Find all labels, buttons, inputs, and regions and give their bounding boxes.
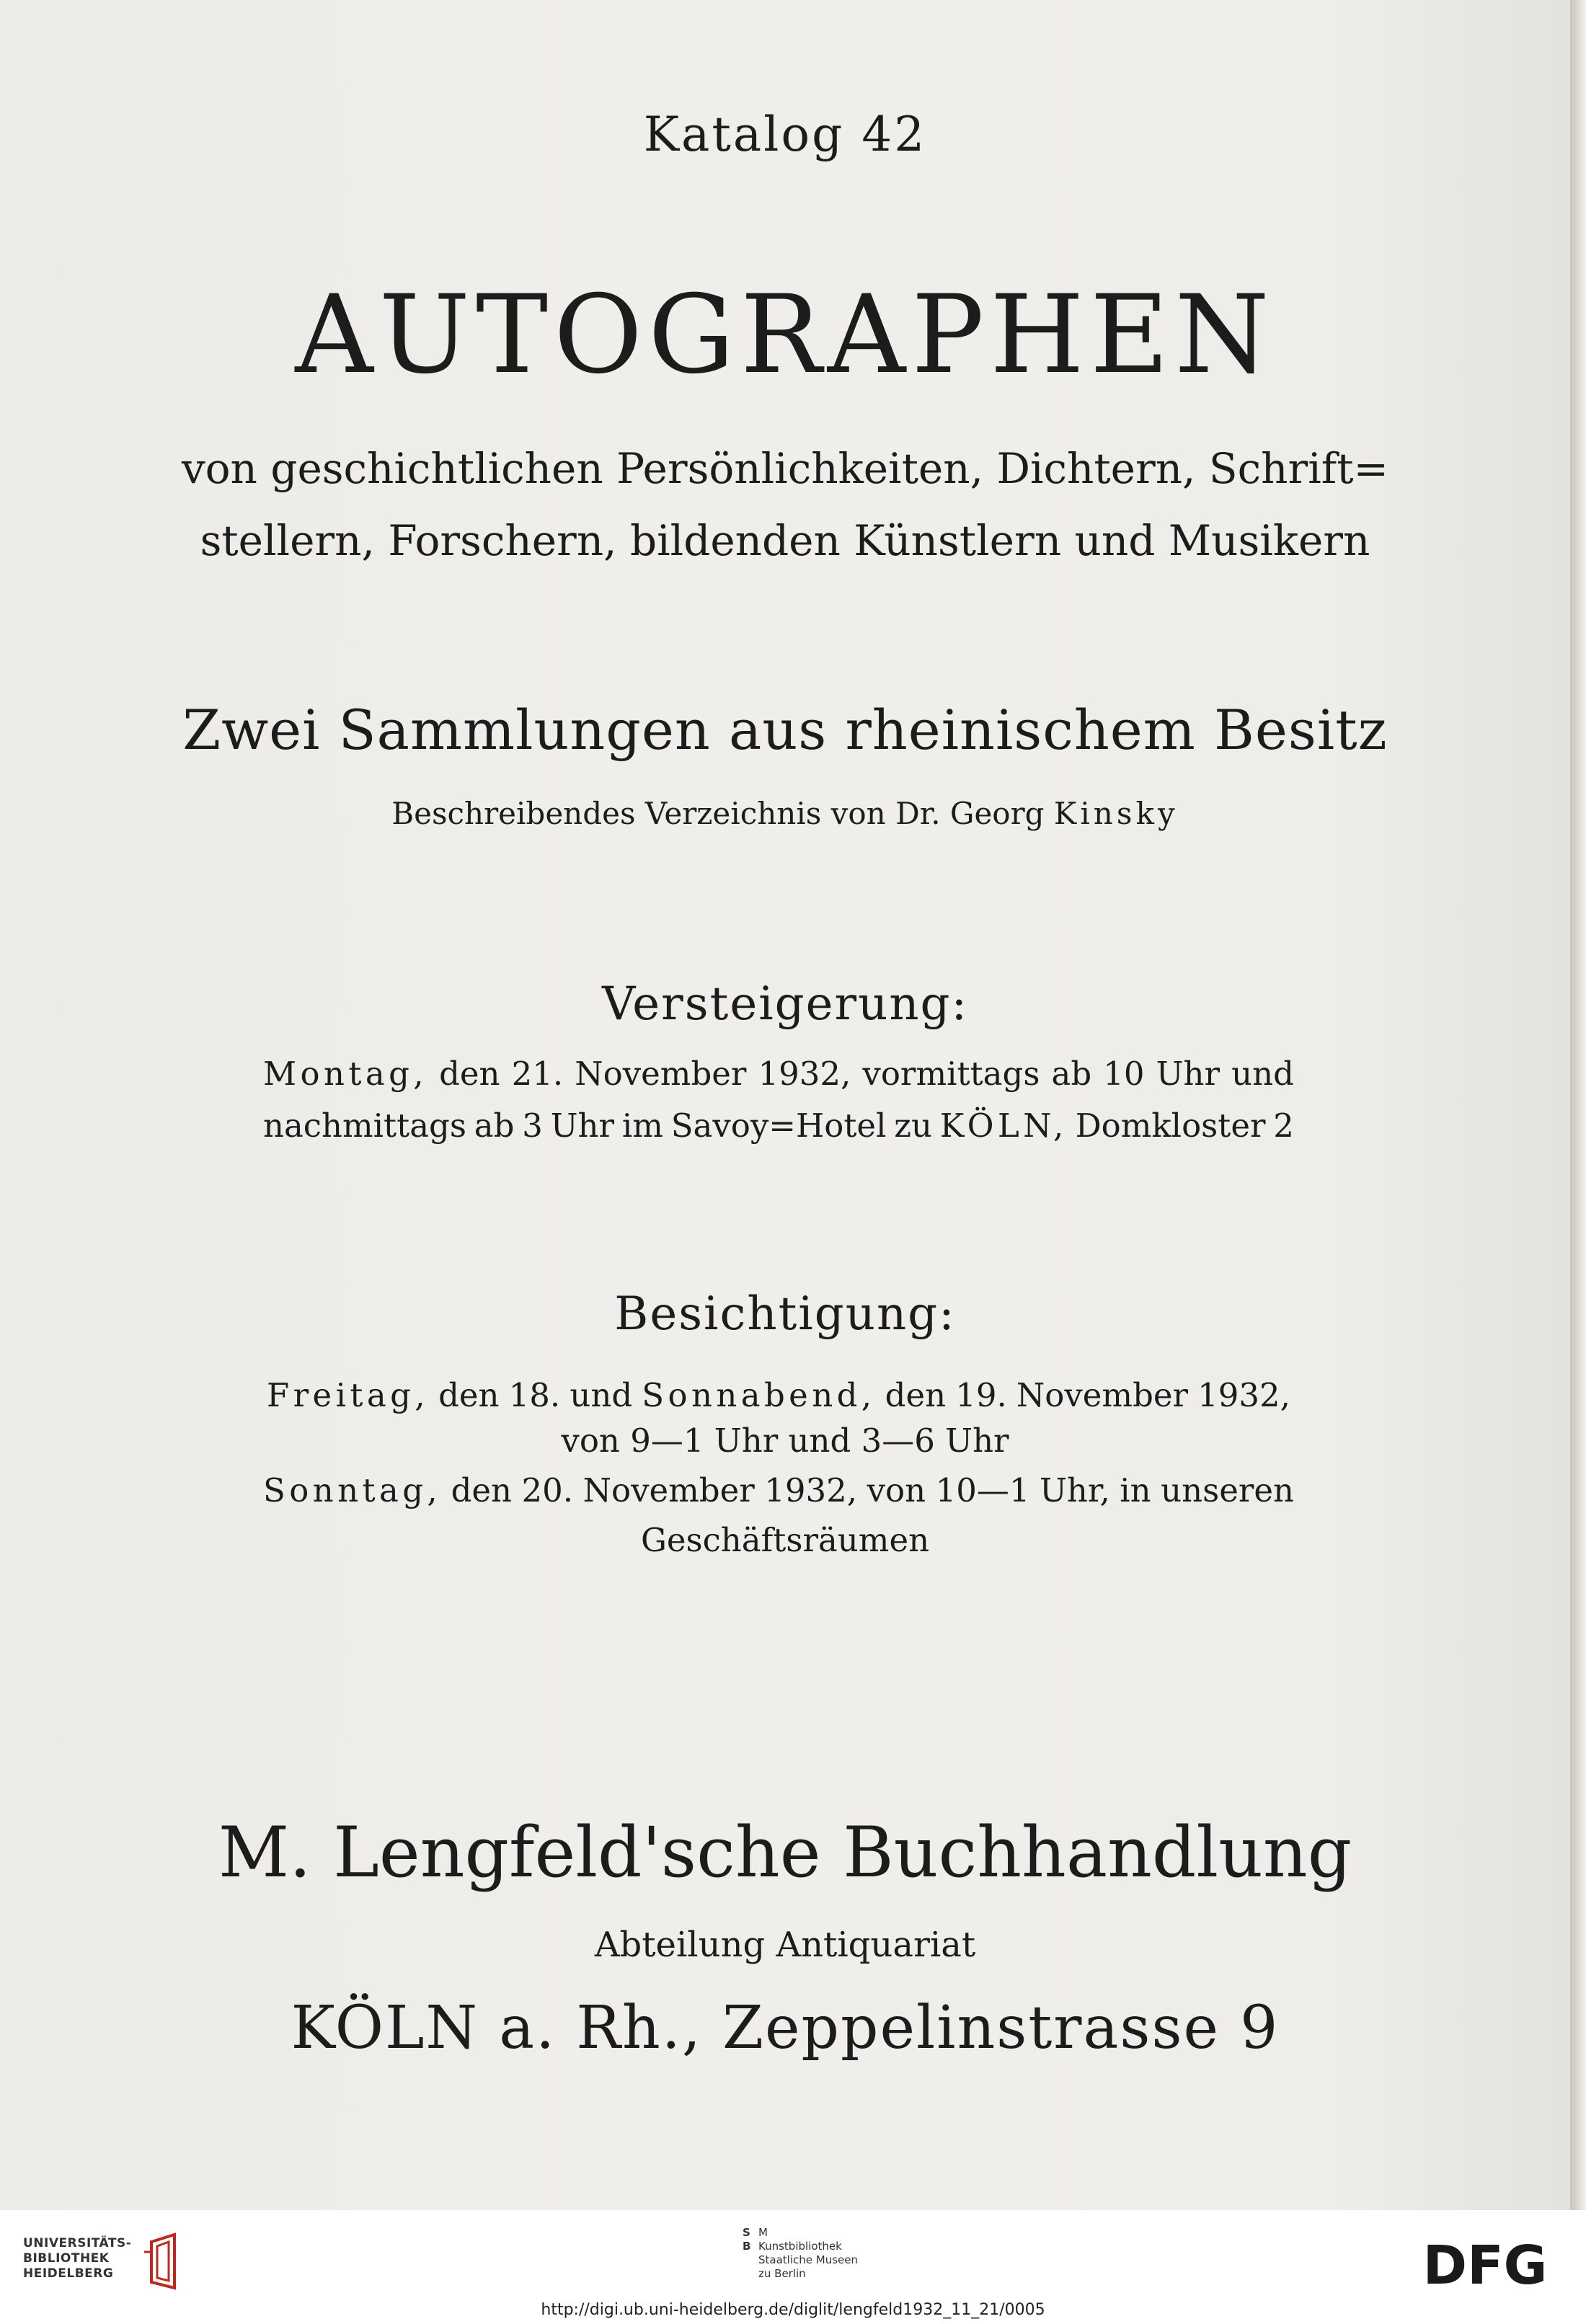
viewing-line-2: von 9—1 Uhr und 3—6 Uhr	[561, 1422, 1009, 1460]
catalog-number: Katalog 42	[643, 107, 927, 162]
smb-letter	[743, 2253, 758, 2267]
smb-letter: B	[743, 2240, 751, 2253]
page-edge	[1570, 0, 1586, 2210]
word: 2	[1273, 1106, 1294, 1145]
word: Sonnabend,	[642, 1376, 876, 1414]
word: Montag,	[263, 1055, 427, 1093]
smb-text: Kunstbibliothek	[758, 2240, 842, 2253]
word: 3	[522, 1106, 543, 1145]
university-seal-icon	[141, 2232, 192, 2292]
word: November	[582, 1471, 755, 1509]
word: im	[621, 1106, 663, 1145]
word: 20.	[521, 1471, 574, 1509]
word: ab	[474, 1106, 515, 1145]
publisher-address: KÖLN a. Rh., Zeppelinstrasse 9	[291, 1994, 1280, 2062]
word: den	[451, 1471, 513, 1509]
word: von	[867, 1471, 926, 1509]
smb-letter: S	[743, 2226, 750, 2239]
auction-heading: Versteigerung:	[601, 977, 969, 1031]
word: KÖLN,	[939, 1106, 1068, 1145]
dfg-logo-text: DFG	[1422, 2239, 1548, 2291]
word: Uhr	[1156, 1055, 1220, 1093]
smb-kunstbibliothek-logo[interactable]	[743, 2226, 858, 2281]
author-line	[0, 796, 1570, 831]
smb-row	[743, 2240, 858, 2253]
word: ab	[1051, 1055, 1092, 1093]
university-line-3: HEIDELBERG	[23, 2266, 114, 2281]
dfg-logo[interactable]	[1409, 2239, 1561, 2291]
word: und	[570, 1376, 633, 1414]
viewing-heading: Besichtigung:	[614, 1287, 956, 1341]
word: November	[575, 1055, 747, 1093]
word: den	[439, 1055, 500, 1093]
source-url[interactable]: http://digi.ub.uni-heidelberg.de/diglit/lengfeld1932_11_21/0005	[541, 2301, 1045, 2319]
word: Uhr,	[1039, 1471, 1110, 1509]
smb-row	[743, 2267, 858, 2281]
catalog-subtitle-line-2: stellern, Forschern, bildenden Künstlern und Musikern	[200, 516, 1370, 565]
catalog-title: AUTOGRAPHEN	[295, 272, 1275, 398]
publisher-department: Abteilung Antiquariat	[594, 1925, 976, 1965]
word: 10—1	[935, 1471, 1030, 1509]
auction-line-1	[263, 1054, 1294, 1094]
auction-line-2	[263, 1106, 1294, 1146]
author-line-prefix: Beschreibendes Verzeichnis von Dr. Georg	[391, 796, 1045, 831]
word: 1932,	[1197, 1376, 1290, 1414]
smb-row	[743, 2253, 858, 2267]
word: den	[885, 1376, 947, 1414]
smb-letter	[743, 2267, 758, 2281]
word: 19.	[955, 1376, 1007, 1414]
word: Sonntag,	[263, 1471, 442, 1509]
university-library-logo-text[interactable]	[23, 2236, 131, 2281]
collections-heading: Zwei Sammlungen aus rheinischem Besitz	[182, 698, 1388, 762]
word: in	[1120, 1471, 1151, 1509]
word: November	[1016, 1376, 1189, 1414]
viewing-line-4: Geschäftsräumen	[640, 1521, 930, 1559]
word: 18.	[508, 1376, 561, 1414]
word: zu	[894, 1106, 932, 1145]
university-line-1: UNIVERSITÄTS-	[23, 2236, 132, 2250]
word: 1932,	[764, 1471, 858, 1509]
catalog-subtitle-line-1: von geschichtlichen Persönlichkeiten, Dichtern, Schrift=	[181, 444, 1389, 493]
digitization-footer	[0, 2210, 1586, 2324]
word: Uhr	[550, 1106, 615, 1145]
smb-text: M	[758, 2226, 768, 2239]
word: 1932,	[758, 1055, 851, 1093]
word: vormittags	[862, 1055, 1040, 1093]
smb-text: Staatliche Museen	[758, 2253, 858, 2266]
university-line-2: BIBLIOTHEK	[23, 2251, 110, 2266]
author-surname: Kinsky	[1053, 796, 1179, 831]
word: Domkloster	[1075, 1106, 1266, 1145]
word: unseren	[1161, 1471, 1294, 1509]
smb-row	[743, 2226, 858, 2240]
word: Freitag,	[267, 1376, 429, 1414]
word: nachmittags	[263, 1106, 466, 1145]
word: den	[438, 1376, 500, 1414]
word: 10	[1103, 1055, 1145, 1093]
viewing-line-3	[263, 1471, 1294, 1511]
word: 21.	[511, 1055, 564, 1093]
word: Savoy=Hotel	[670, 1106, 887, 1145]
viewing-line-1	[267, 1375, 1290, 1416]
smb-text: zu Berlin	[758, 2267, 806, 2280]
publisher-name: M. Lengfeld'sche Buchhandlung	[218, 1812, 1352, 1893]
word: und	[1231, 1055, 1294, 1093]
